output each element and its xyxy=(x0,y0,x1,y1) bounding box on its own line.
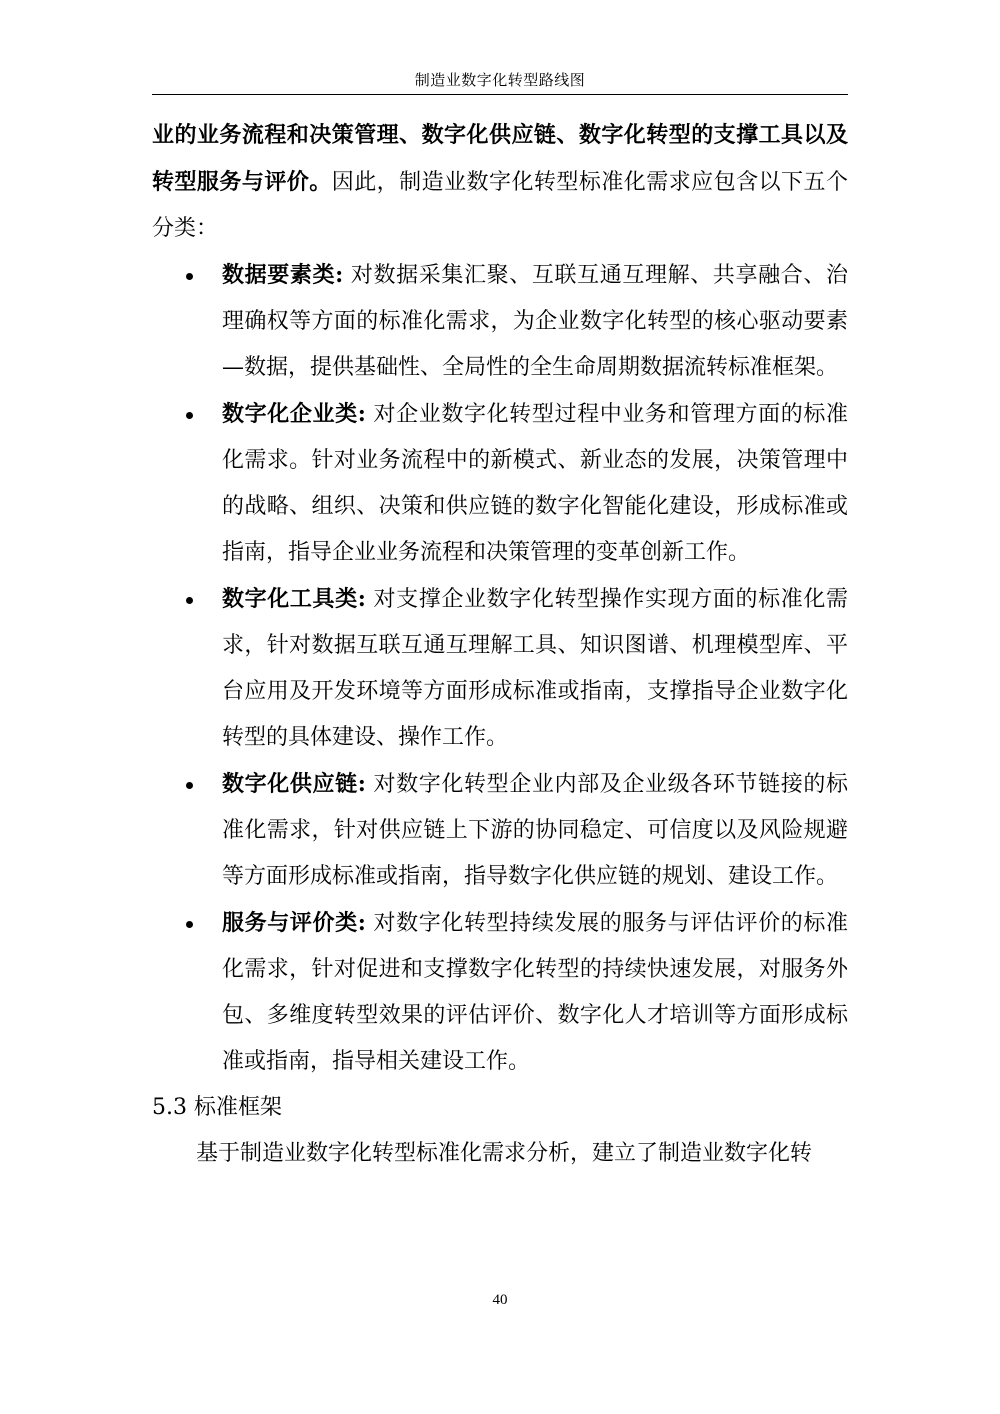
bullet-text: 对数据采集汇聚、互联互通互理解、共享融合、治理确权等方面的标准化需求，为企业数字化转型的核心驱动要素—数据，提供基础性、全局性的全生命周期数据流转标准框架。 xyxy=(222,263,848,380)
bullet-term: 数字化企业类: xyxy=(222,401,366,427)
bullet-icon xyxy=(186,921,193,928)
bullet-text: 对数字化转型持续发展的服务与评估评价的标准化需求，针对促进和支撑数字化转型的持续快速发展，对服务外包、多维度转型效果的评估评价、数字化人才培训等方面形成标准或指南，指导相关建设工作。 xyxy=(222,911,848,1074)
page-body xyxy=(152,112,848,1177)
bullet-text: 对支撑企业数字化转型操作实现方面的标准化需求，针对数据互联互通互理解工具、知识图谱、机理模型库、平台应用及开发环境等方面形成标准或指南，支撑指导企业数字化转型的具体建设、操作工作。 xyxy=(222,587,848,750)
list-item xyxy=(222,252,848,391)
bullet-icon xyxy=(186,412,193,419)
intro-bold-text: 业的业务流程和决策管理、数字化供应链、数字化转型的支撑工具以及转型服务与评价。 xyxy=(152,122,848,195)
bullet-icon xyxy=(186,597,193,604)
intro-paragraph xyxy=(152,112,848,252)
list-item xyxy=(222,761,848,900)
bullet-icon xyxy=(186,782,193,789)
bullet-term: 数据要素类: xyxy=(222,262,344,288)
bullet-text: 对企业数字化转型过程中业务和管理方面的标准化需求。针对业务流程中的新模式、新业态的发展，决策管理中的战略、组织、决策和供应链的数字化智能化建设，形成标准或指南，指导企业业务流程和决策管理的变革创新工作。 xyxy=(222,402,848,565)
list-item xyxy=(222,576,848,761)
section-paragraph: 基于制造业数字化转型标准化需求分析，建立了制造业数字化转 xyxy=(196,1141,813,1166)
bullet-term: 数字化供应链: xyxy=(222,771,366,797)
bullet-icon xyxy=(186,273,193,280)
category-list xyxy=(152,252,848,1085)
bullet-term: 服务与评价类: xyxy=(222,910,366,936)
running-header: 制造业数字化转型路线图 xyxy=(414,71,586,89)
section-heading: 5.3 标准框架 xyxy=(152,1095,282,1120)
intro-text: 因此，制造业数字化转型标准化需求应包含以下五个分类： xyxy=(152,170,848,241)
bullet-text: 对数字化转型企业内部及企业级各环节链接的标准化需求，针对供应链上下游的协同稳定、可信度以及风险规避等方面形成标准或指南，指导数字化供应链的规划、建设工作。 xyxy=(222,772,848,889)
list-item xyxy=(222,391,848,576)
bullet-term: 数字化工具类: xyxy=(222,586,366,612)
list-item xyxy=(222,900,848,1085)
header-rule xyxy=(152,94,848,95)
page-number: 40 xyxy=(492,1292,508,1308)
